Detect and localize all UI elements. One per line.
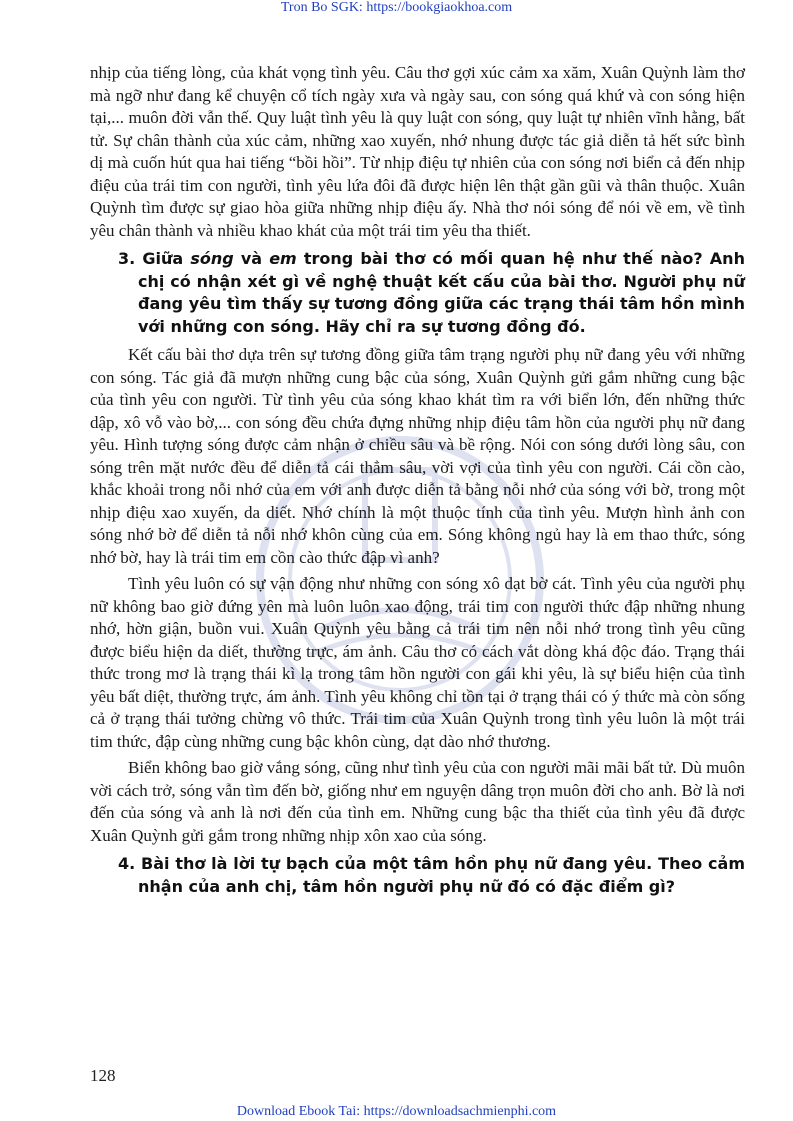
header-link[interactable]: Tron Bo SGK: https://bookgiaokhoa.com [280, 0, 513, 15]
page-number: 128 [90, 1066, 116, 1085]
question-4: 4. Bài thơ là lời tự bạch của một tâm hồn phụ nữ đang yêu. Theo cảm nhận của anh chị, tâm hồn người phụ nữ đó có đặc điểm gì? [118, 854, 745, 896]
question-3 [90, 248, 745, 338]
page-content [90, 62, 745, 904]
paragraph-2: Kết cấu bài thơ dựa trên sự tương đồng giữa tâm trạng người phụ nữ đang yêu với những con sóng. Tác giả đã mượn những cung bậc của sóng, Xuân Quỳnh gửi gắm những cung bậc của tình yêu con người. Từ tình yêu của sóng khao khát tìm ra với biển lớn, đến những thức dập, xô vỗ vào bờ,... con sóng đều chứa đựng những nhịp điệu tâm hồn của người phụ nữ đang yêu. Hình tượng sóng được cảm nhận ở chiều sâu và bề rộng. Nói con sóng dưới lòng sâu, con sóng trên mặt nước đều để diễn tả cái thẳm sâu, vời vợi của tình yêu con người. Cái cồn cào, khắc khoải trong nỗi nhớ của em với anh được diễn tả bằng nỗi nhớ của sóng với bờ, trong một nhịp điệu xao xuyến, da diết. Nhớ chính là một thuộc tính của tình yêu. Mượn hình ảnh con sóng nhớ bờ để diễn tả nỗi nhớ khôn cùng của em. Sóng không ngủ hay là em thao thức, sóng nhớ bờ, hay là trái tim em cồn cào thức đập vì anh? [90, 345, 745, 567]
footer-link[interactable]: Download Ebook Tai: https://downloadsachmienphi.com [236, 1104, 557, 1119]
question-3-part2: và [240, 249, 263, 268]
paragraph-1: nhịp của tiếng lòng, của khát vọng tình yêu. Câu thơ gợi xúc cảm xa xăm, Xuân Quỳnh làm thơ mà ngỡ như đang kể chuyện cổ tích ngày xưa và ngày sau, con sóng quá khứ và con sóng hiện tại,... muôn đời vẫn thế. Quy luật tình yêu là quy luật con sóng, quy luật tự nhiên vĩnh hằng, bất tử. Sự chân thành của xúc cảm, những xao xuyến, nhớ nhung được tác giả diễn tả hết sức bình dị mà cuốn hút qua hai tiếng “bồi hồi”. Từ nhịp điệu tự nhiên của con sóng nơi biển cả đến nhịp điệu của trái tim con người, tình yêu lứa đôi đã được hiện lên thật gần gũi và thân thuộc. Xuân Quỳnh tìm được sự giao hòa giữa những nhịp điệu ấy. Nhà thơ nói sóng để nói về em, về tình yêu chân thành và nhiều khao khát của một trái tim yêu tha thiết. [90, 63, 745, 240]
paragraph-4: Biển không bao giờ vắng sóng, cũng như tình yêu của con người mãi mãi bất tử. Dù muôn vời cách trở, sóng vẫn tìm đến bờ, giống như em nguyện dâng trọn muôn đời cho anh. Bờ là nơi đến của sóng và anh là nơi đến của tình em. Những cung bậc tha thiết của tình yêu đã được Xuân Quỳnh gửi gắm trong những nhịp xôn xao của sóng. [90, 758, 745, 845]
question-3-word-song: sóng [190, 249, 234, 268]
question-3-number: 3. [118, 249, 136, 268]
question-3-part3: trong bài thơ có mối quan hệ như thế nào? Anh chị có nhận xét gì về nghệ thuật kết cấu của bài thơ. Người phụ nữ đang yêu tìm thấy sự tương đồng giữa các trạng thái tâm hồn mình với những con sóng. Hãy chỉ ra sự tương đồng đó. [138, 249, 745, 336]
question-3-word-em: em [269, 249, 297, 268]
question-3-part1: Giữa [142, 249, 184, 268]
paragraph-3: Tình yêu luôn có sự vận động như những con sóng xô dạt bờ cát. Tình yêu của người phụ nữ không bao giờ đứng yên mà luôn luôn xao động, trái tim con người thức đập những nhung nhớ, hờn giận, buồn vui. Xuân Quỳnh yêu bằng cả trái tim nên nỗi nhớ trong tình yêu cũng được biểu hiện da diết, thường trực, ám ảnh. Câu thơ có cách vắt dòng khá độc đáo. Trạng thái thức trong mơ là trạng thái kì lạ trong tâm hồn người con gái khi yêu, là sự biểu hiện của tình yêu bất diệt, thường trực, ám ảnh. Tình yêu không chỉ tồn tại ở trạng thái có ý thức mà còn sống cả ở trạng thái tưởng chừng vô thức. Trái tim của Xuân Quỳnh trong tình yêu luôn là một trái tim thức, đập cùng những cung bậc khôn cùng, dạt dào nhớ thương. [90, 574, 745, 751]
